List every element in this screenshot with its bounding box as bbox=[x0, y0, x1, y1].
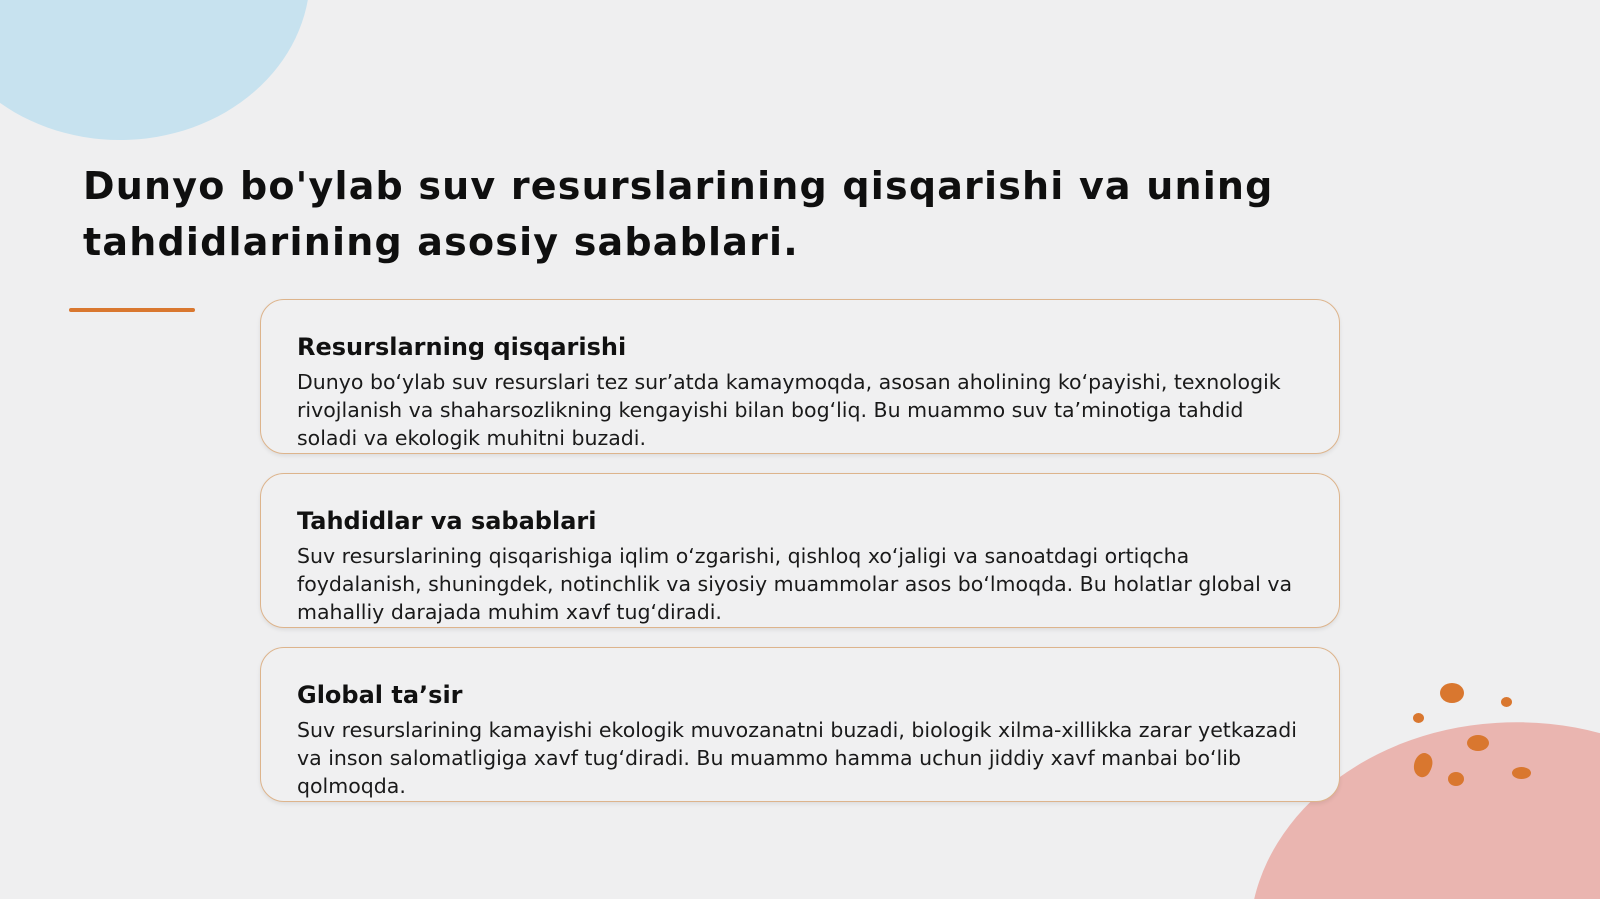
card-threats-causes bbox=[260, 473, 1340, 628]
title-accent-line bbox=[69, 308, 195, 312]
card-heading: Tahdidlar va sabablari bbox=[297, 507, 597, 535]
paint-dot bbox=[1501, 697, 1512, 707]
card-heading: Global ta’sir bbox=[297, 681, 463, 709]
card-body: Dunyo bo‘ylab suv resurslari tez sur’atda kamaymoqda, asosan aholining ko‘payishi, texnologik rivojlanish va shaharsozlikning kengayishi bilan bog‘liq. Bu muammo suv ta’minotiga tahdid soladi va ekologik muhitni buzadi. bbox=[297, 370, 1281, 450]
paint-dot bbox=[1467, 735, 1489, 751]
card-resource-decline bbox=[260, 299, 1340, 454]
card-global-impact bbox=[260, 647, 1340, 802]
paint-dot bbox=[1512, 767, 1531, 779]
paint-dot bbox=[1440, 683, 1464, 703]
card-body: Suv resurslarining kamayishi ekologik muvozanatni buzadi, biologik xilma-xillikka zarar yetkazadi va inson salomatligiga xavf tug‘diradi. Bu muammo hamma uchun jiddiy xavf manbai bo‘lib qolmoqda. bbox=[297, 718, 1297, 798]
slide-title: Dunyo bo'ylab suv resurslarining qisqarishi va uning tahdidlarining asosiy sabablari. bbox=[83, 164, 1274, 264]
card-heading: Resurslarning qisqarishi bbox=[297, 333, 627, 361]
decorative-blue-blob bbox=[0, 0, 310, 140]
paint-dot bbox=[1448, 772, 1464, 786]
card-body: Suv resurslarining qisqarishiga iqlim o‘zgarishi, qishloq xo‘jaligi va sanoatdagi ortiqcha foydalanish, shuningdek, notinchlik va siyosiy muammolar asos bo‘lmoqda. Bu holatlar global va mahalliy darajada muhim xavf tug‘diradi. bbox=[297, 544, 1293, 624]
paint-dot bbox=[1413, 713, 1424, 723]
